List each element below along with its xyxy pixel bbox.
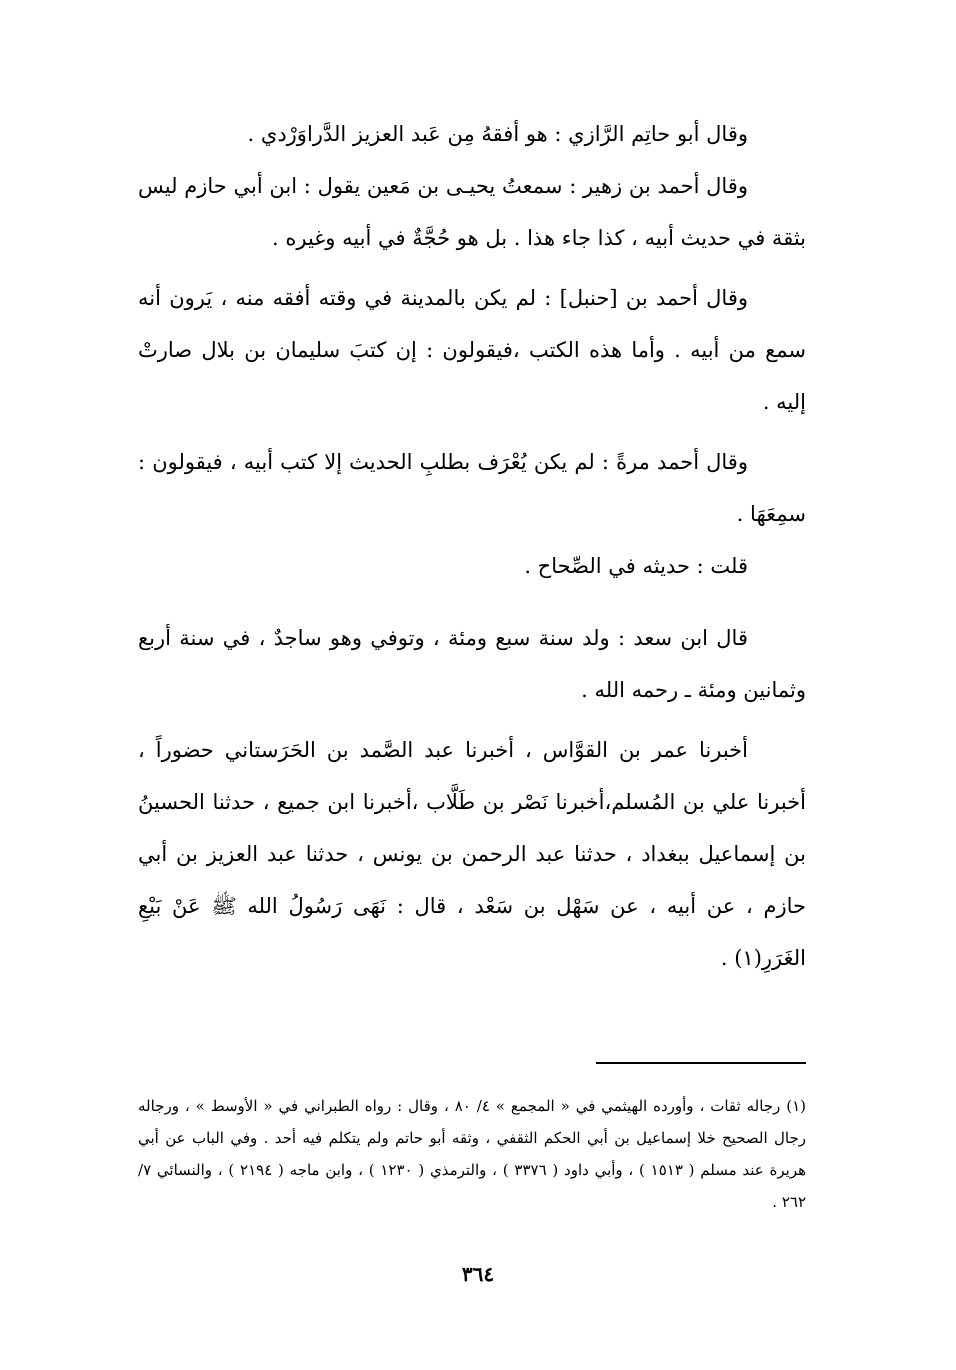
paragraph-7: أخبرنا عمر بن القوَّاس ، أخبرنا عبد الصَّمد بن الحَرَستاني حضوراً ، أخبرنا علي بن المُسلم،أخبرنا نَصْر بن طَلَّاب ،أخبرنا ابن جميع ، حدثنا الحسينُ بن إسماعيل ببغداد ، حدثنا عبد الرحمن بن يونس ، حدثنا عبد العزيز بن أبي حازم ، عن أبيه ، عن سَهْل بن سَعْد ، قال : نَهَى رَسُولُ الله ﷺ عَنْ بَيْعِ الغَرَرِ(١) .: [138, 738, 806, 970]
paragraph-4: وقال أحمد مرةً : لم يكن يُعْرَف بطلبِ الحديث إلا كتب أبيه ، فيقولون : سمِعَهَا .: [138, 450, 806, 526]
paragraph-1: وقال أبو حاتِم الرَّازي : هو أفقهُ مِن عَبد العزيز الدَّراوَرْدي .: [247, 122, 748, 146]
paragraph-5: قلت : حديثه في الصِّحاح .: [524, 554, 748, 578]
paragraph-3: وقال أحمد بن [حنبل] : لم يكن بالمدينة في وقته أفقه منه ، يَرون أنه سمع من أبيه . وأما هذه الكتب ،فيقولون : إن كتبَ سليمان بن بلال صارتْ إليه .: [138, 286, 806, 414]
page-number: ٣٦٤: [461, 1262, 495, 1286]
paragraph-6: قال ابن سعد : ولد سنة سبع ومئة ، وتوفي وهو ساجدٌ ، في سنة أربع وثمانين ومئة ـ رحمه الله .: [138, 626, 806, 702]
footnote: (١) رجاله ثقات ، وأورده الهيثمي في « المجمع » ٤/ ٨٠ ، وقال : رواه الطبراني في « الأوسط » ، ورجاله رجال الصحيح خلا إسماعيل بن أبي الحكم الثقفي ، وثقه أبو حاتم ولم يتكلم فيه أحد . وفي الباب عن أبي هريرة عند مسلم ( ١٥١٣ ) ، وأبي داود ( ٣٣٧٦ ) ، والترمذي ( ١٢٣٠ ) ، وابن ماجه ( ٢١٩٤ ) ، والنسائي ٧/ ٢٦٢ .: [138, 1097, 807, 1211]
footnote-divider: [596, 1062, 806, 1064]
paragraph-2: وقال أحمد بن زهير : سمعتُ يحيـى بن مَعين يقول : ابن أبي حازم ليس بثقة في حديث أبيه ، كذا جاء هذا . بل هو حُجَّةٌ في أبيه وغيره .: [138, 174, 806, 250]
main-text: [138, 108, 806, 992]
